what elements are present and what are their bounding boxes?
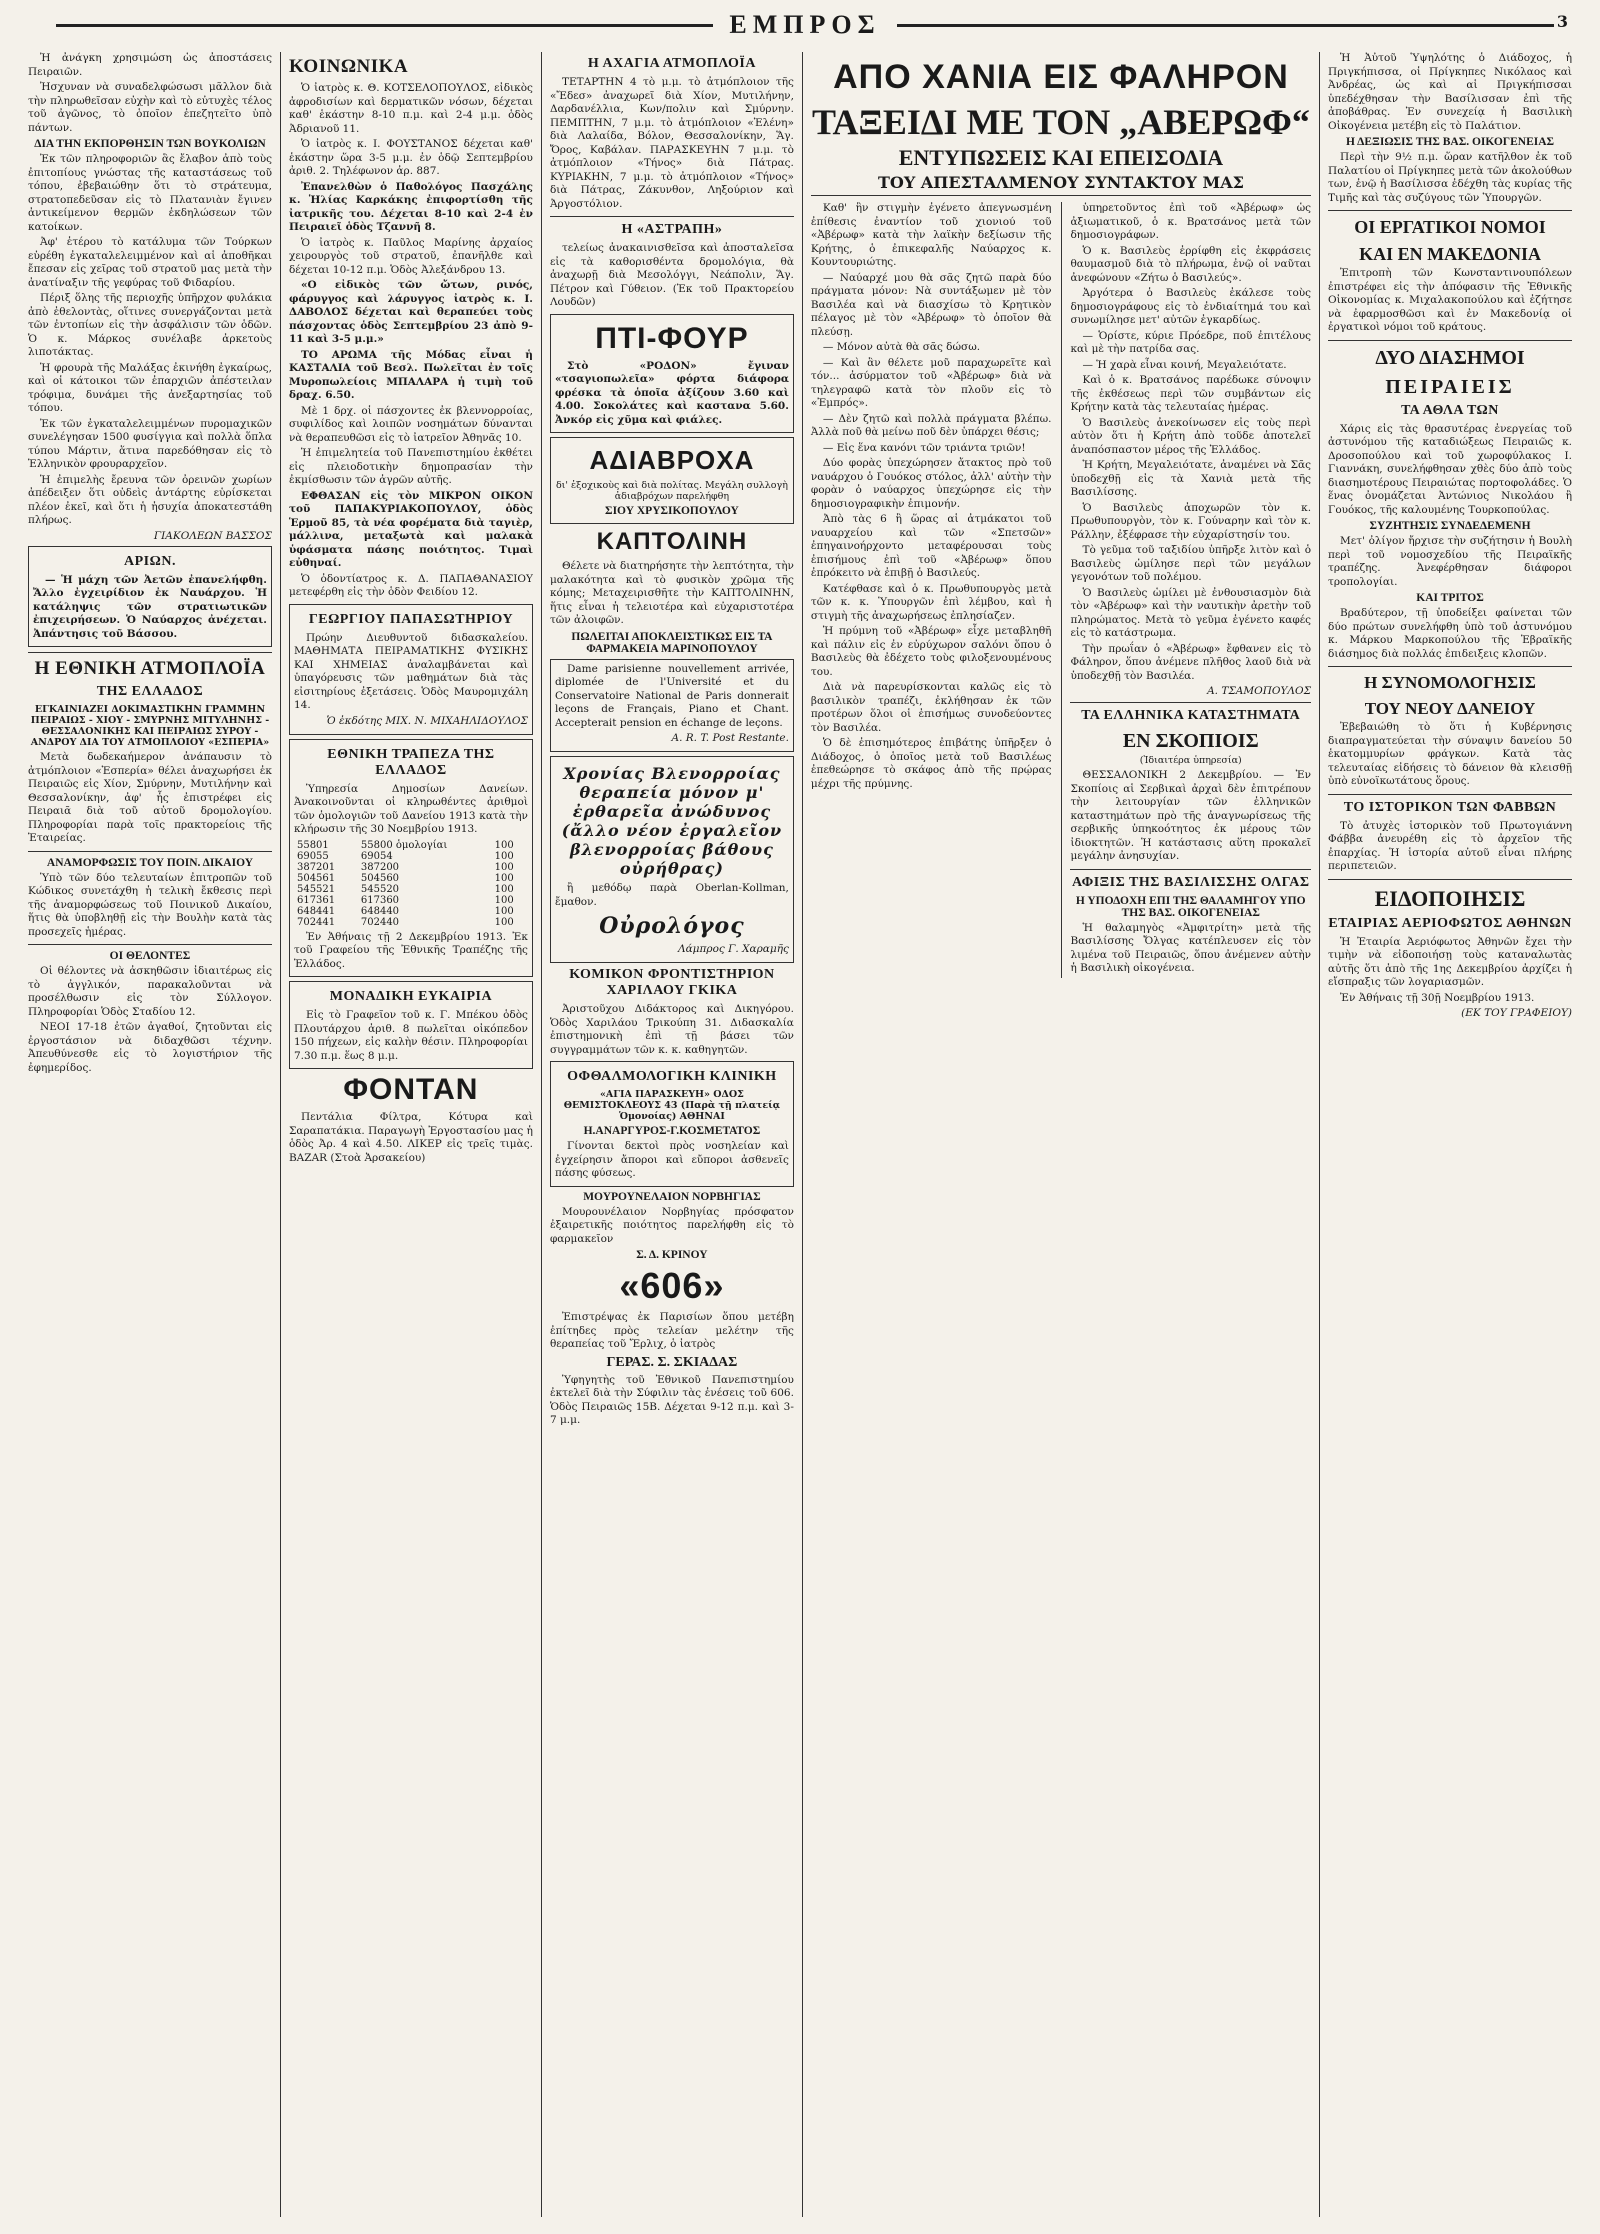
table-row: 702441 702440 100 — [296, 916, 514, 928]
ad-title: ΜΟΥΡΟΥΝΕΛΑΙΟΝ ΝΟΡΒΗΓΙΑΣ — [583, 1190, 761, 1203]
column-feature — [803, 52, 1320, 2217]
article-paragraph: Βραδύτερον, τῇ ὑποδείξει φαίνεται τῶν δύο πρώτων συνελήφθη ὑπὸ τοῦ ἀστυνόμου κ. Μάρκου Μαρκοπούλου τῆς Ἑβραϊκῆς διάσημος διὰ πολλάς ἐπιδειξεις κλοπῶν. — [1328, 607, 1572, 660]
article-paragraph: Ὁ Βασιλεὺς ἀνεκοίνωσεν εἰς τοὺς περὶ αὐτὸν ὅτι ἡ Κρήτη ἀπὸ τοῦδε ἀποτελεῖ ἀναπόσπαστον μέρος τῆς Ἑλλάδος. — [1070, 416, 1312, 456]
article-paragraph: Ἀργότερα ὁ Βασιλεὺς ἐκάλεσε τοὺς δημοσιογράφους εἰς τὸ ἐνδιαίτημά του καὶ συνωμίλησε μετ' αὐτῶν ἐγκαρδίως. — [1070, 287, 1312, 326]
french-lessons-ad — [550, 659, 794, 753]
article-heading-large: ΕΙΔΟΠΟΙΗΣΙΣ — [1374, 885, 1526, 911]
ad-text: δι' ἐξοχικοὺς καὶ διὰ πολίτας. Μεγάλη συλλογὴ ἀδιαβρόχων παρελήφθη — [555, 480, 788, 502]
article-paragraph: Ὁ κ. Βασιλεὺς ἐρρίφθη εἰς ἐκφράσεις θαυμασμοῦ διὰ τὸ πλήρωμα, ἐνῷ οἱ ναῦται ἀνεφώνουν «Ζήτω ὁ Βασιλεύς». — [1070, 244, 1312, 284]
article-heading-large: ΤΟΥ ΝΕΟΥ ΔΑΝΕΙΟΥ — [1364, 699, 1536, 718]
article-paragraph: Ἡ Ἐταιρία Ἀεριόφωτος Ἀθηνῶν ἔχει τὴν τιμὴν νὰ εἰδοποιήσῃ τοὺς καταναλωτὰς αὐτῆς ὅτι ἀπὸ τῆς 1ης Δεκεμβρίου ἀρχίζει ἡ εἴσπραξις τῶν λογαριασμῶν. — [1328, 935, 1572, 988]
ad-title: ΑΡΙΩΝ. — [124, 553, 176, 569]
section-divider — [28, 851, 272, 852]
article-paragraph: Ὁ Βασιλεὺς ὡμίλει μὲ ἐνθουσιασμὸν διὰ τὸν «Ἀβέρωφ» καὶ τὴν ναυτικὴν ἀρετὴν τοῦ πληρώματος. Μετὰ τὸ γεῦμα ἐγένετο καφές εἰς τὸ κατάστρωμα. — [1070, 586, 1312, 639]
article-heading: ΑΝΑΜΟΡΦΩΣΙΣ ΤΟΥ ΠΟΙΝ. ΔΙΚΑΙΟΥ — [46, 856, 254, 869]
social-item: Ὁ ἰατρὸς κ. Θ. ΚΟΤΣΕΛΟΠΟΥΛΟΣ, εἰδικὸς ἀφροδισίων καὶ δερματικῶν νόσων, δέχεται καθ' ἑκάστην 8-10 π.μ. καὶ 2-4 μ.μ. ὁδὸς Ἀδριανοῦ 11. — [288, 82, 533, 135]
raincoat-ad — [550, 437, 794, 524]
social-item: Ἐπανελθὼν ὁ Παθολόγος Πασχάλης κ. Ἡλίας Καρκάκης ἐπιφορτίσθη τῆς ἰατρικῆς του. Δέχεται 8-10 καὶ 2-4 ἐν Πειραιεῖ ὁδὸς Τζαννῆ 8. — [288, 180, 533, 233]
social-item: Ὁ ὀδοντίατρος κ. Δ. ΠΑΠΑΘΑΝΑΣΙΟΥ μετεφέρθη εἰς τὴν ὁδὸν Φειδίου 12. — [288, 572, 533, 598]
social-item: «Ο εἰδικὸς τῶν ὤτων, ρινός, φάρυγγος καὶ λάρυγγος ἰατρὸς κ. Ι. ΔΑΒΟΛΟΣ δέχεται καὶ θεραπεύει τοὺς πάσχοντας ὁδὸς Σεπτεμβρίου 23 ἀπὸ 9-11 καὶ 3-5 μ.μ.» — [288, 279, 533, 345]
ad-text: Πρώην Διευθυντοῦ διδασκαλείου. ΜΑΘΗΜΑΤΑ ΠΕΙΡΑΜΑΤΙΚΗΣ ΦΥΣΙΚΗΣ ΚΑΙ ΧΗΜΕΙΑΣ ἀναλαμβάνεται καὶ ὑπαγόρευσις τῶν μαθημάτων διὰ τὰς εἰσιτηρίους ἐξετάσεις. Ὁδὸς Μαυρομιχάλη 14. — [293, 631, 528, 711]
article-paragraph: — Ναύαρχέ μου θὰ σᾶς ζητῶ παρὰ δύο πράγματα μόνον: Νὰ συντάξωμεν μὲ τὸν Βασιλέα καὶ νὰ διασχίσω τὸ Κρητικὸν πέλαγος μὲ τὸν «Ἀβέρωφ» τὸ ὁποῖον θὰ πλεύσῃ. — [810, 271, 1052, 338]
table-row: 69055 69054 100 — [296, 850, 514, 862]
ad-signature: ΓΕΡΑΣ. Σ. ΣΚΙΑΔΑΣ — [606, 1354, 738, 1370]
article-paragraph: — Μόνον αὐτὰ θὰ σᾶς δώσω. — [822, 341, 981, 353]
article-paragraph: Ἡ Ἀὐτοῦ Ὑψηλότης ὁ Διάδοχος, ἡ Πριγκήπισσα, οἱ Πρίγκηπες Νικόλαος καὶ Ἀνδρέας, ὡς καὶ αἱ Πριγκήπισσαι ὑπεδέχθησαν τὴν Βασίλισσαν ἐπὶ τῆς ἀποβάθρας. Ἐν συνεχείᾳ ἡ Βασιλικὴ Οἰκογένεια μετέβη εἰς τὸ Παλάτιον. — [1328, 52, 1572, 132]
article-heading: ΚΑΙ ΤΡΙΤΟΣ — [1416, 592, 1484, 604]
article-paragraph: — Καὶ ἂν θέλετε μοῦ παραχωρεῖτε καὶ τόν... ἀσύρματον τοῦ «Ἀβέρωφ» διὰ νὰ τηλεγραφῶ κατὰ τὸν πλοῦν εἰς τὸ «Ἐμπρός». — [810, 356, 1052, 409]
ad-text: Πεντάλια Φίλτρα, Κότυρα καὶ Σαραπατάκια. Παραγωγὴ Ἐργοστασίου μας ἡ ὁδὸς Ἀρ. 4 καὶ 4.50. ΛΙΚΕΡ εἰς τρεῖς τιμὰς. BAZAR (Στοὰ Ἀρσακείου) — [288, 1111, 533, 1164]
ad-text: Ἐπιστρέψας ἐκ Παρισίων ὅπου μετέβη ἐπίτηδες πρὸς τελείαν μελέτην τῆς θεραπείας τοῦ Ἔρλιχ, ὁ ἰατρὸς — [549, 1311, 794, 1350]
article-paragraph: Περὶ τὴν 9½ π.μ. ὥραν κατῆλθον ἐκ τοῦ Παλατίου οἱ Πρίγκηπες μετὰ τῶν ἀκολούθων των, ἐνῷ ἡ Βασίλισσα ἐδέχθη τὰς κυρίας τῆς Τιμῆς καὶ τὰς συζύγους τῶν Ὑπουργῶν. — [1328, 151, 1572, 204]
school-ad — [289, 604, 533, 735]
ad-lead: ΕΓΚΑΙΝΙΑΖΕΙ ΔΟΚΙΜΑΣΤΙΚΗΝ ΓΡΑΜΜΗΝ ΠΕΙΡΑΙΩΣ - ΧΙΟΥ - ΣΜΥΡΝΗΣ ΜΙΤΥΛΗΝΗΣ - ΘΕΣΣΑΛΟΝΙΚΗΣ ΚΑΙ ΠΕΙΡΑΙΩΣ ΣΥΡΟΥ - ΑΝΔΡΟΥ ΔΙΑ ΤΟΥ ΑΤΜΟΠΛΟΙΟΥ «ΕΣΠΕΡΙΑ» — [30, 704, 270, 748]
ad-title: Η «ΑΣΤΡΑΠΗ» — [621, 222, 723, 237]
section-divider — [1328, 340, 1572, 341]
ad-text: Ἀριστοῦχου Διδάκτορος καὶ Δικηγόρου. Ὁδὸς Χαριλάου Τρικούπη 31. Διδασκαλία ἐπιστημονικὴ ἐπὶ τῇ βάσει τῶν συγγραμμάτων τῶν κ. κ. καθηγητῶν. — [549, 1003, 794, 1056]
article-paragraph: ΘΕΣΣΑΛΟΝΙΚΗ 2 Δεκεμβρίου. — Ἐν Σκοπίοις αἱ Σερβικαὶ ἀρχαὶ δὲν ἐπιτρέπουν τὴν λειτουργίαν τῶν ἑλληνικῶν καταστημάτων πρὸ τῆς ἀναγνωρίσεως τῆς σερβικῆς ὑπηκοότητος ἐκ μέρους τῶν ἰδιοκτητῶν. Ἡ κατάστασις αὕτη προκαλεῖ μεγάλην ἀνησυχίαν. — [1070, 769, 1312, 862]
article-heading: ΤΟ ΙΣΤΟΡΙΚΟΝ ΤΩΝ ΦΑΒΒΩΝ — [1343, 799, 1557, 815]
article-paragraph: Πέριξ ὅλης τῆς περιοχῆς ὑπῆρχον φυλάκια ἀπὸ ἐθελοντὰς, οἵτινες συνεργάζονται μετὰ τῶν ἐντοπίων εἰς τὴν ἀσφάλισιν τῶν ὁδῶν. Ὁ κ. Μάρκος συνέλαβε ἀρκετοὺς λιποτάκτας. — [28, 292, 272, 358]
ad-text: Ὑπηρεσία Δημοσίων Δανείων. Ἀνακοινοῦνται οἱ κληρωθέντες ἀριθμοὶ τῶν ὁμολογιῶν τοῦ Δανείου 1913 κατὰ τὴν κλήρωσιν τῆς 30 Νοεμβρίου 1913. — [293, 782, 528, 835]
article-paragraph: Ἐκ τῶν πληροφοριῶν ἃς ἔλαβον ἀπὸ τοὺς ἐπιτοπίους γνώστας τῆς καταστάσεως τοῦ τόπου, ἐβεβαιώθην ὅτι τὸ στράτευμα, στρατοπεδεῦσαν εἰς τὸ Πλατανιὰν ἔγινεν ἀντικείμενον θερμῶν ἐκδηλώσεων τῶν κατοίκων. — [28, 153, 272, 233]
article-paragraph: Μετ' ὀλίγον ἤρχισε τὴν συζήτησιν ἡ Βουλὴ περὶ τοῦ νομοσχεδίου τῆς Πειραϊκῆς τραπέζης. Ἀνεφέρθησαν διάφοροι τροπολογίαι. — [1328, 535, 1572, 588]
cure-ad — [550, 756, 794, 963]
section-title: ΚΟΙΝΩΝΙΚΑ — [288, 56, 409, 77]
page-number: 3 — [1556, 12, 1568, 31]
article-subheading: (Ἰδιαιτέρα ὑπηρεσία) — [1139, 755, 1242, 766]
social-item: Ὁ ἰατρὸς κ. Παῦλος Μαρίνης ἀρχαίος χειρουργὸς τοῦ στρατοῦ, ἐπανῆλθε καὶ δέχεται 10-12 π.μ. Ὁδὸς Ἀλεξάνδρου 13. — [288, 236, 533, 276]
page-columns — [20, 52, 1580, 2217]
article-subheading: Η ΥΠΟΔΟΧΗ ΕΠΙ ΤΗΣ ΘΑΛΑΜΗΓΟΥ ΥΠΟ ΤΗΣ ΒΑΣ. ΟΙΚΟΓΕΝΕΙΑΣ — [1075, 894, 1306, 919]
section-divider — [1328, 666, 1572, 667]
article-heading: ΑΦΙΞΙΣ ΤΗΣ ΒΑΣΙΛΙΣΣΗΣ ΟΛΓΑΣ — [1072, 874, 1310, 890]
article-paragraph: Ἐκ τῶν ἐγκαταλελειμμένων πυρομαχικῶν συνελέγησαν 1500 φυσίγγια καὶ πολλὰ ὅπλα τύπου Μάρτιν, ἅτινα παρεδόθησαν εἰς τὸ Ἑλληνικὸν φρουραρχεῖον. — [28, 417, 272, 470]
article-paragraph: — Δὲν ζητῶ καὶ πολλὰ πράγματα βλέπω. Ἀλλὰ ποῦ θὰ μείνω ποῦ δὲν ὑπάρχει θέσις; — [810, 412, 1052, 438]
article-paragraph: Ἠσχυναν νὰ συναδελφώσωσι μᾶλλον διὰ τὴν πληρωθεῖσαν εὐχὴν καὶ τὸ εὐτυχὲς τέλος τοῦ ἀγῶνος, τὸ ὁποῖον ἐπεζητεῖτο ὑπὸ πάντων. — [28, 81, 272, 134]
article-paragraph: — Ὁρίστε, κύριε Πρόεδρε, ποῦ ἐπιτέλους καὶ μὲ τὴν πατρίδα σας. — [1070, 329, 1312, 355]
article-heading-large: ΕΝ ΣΚΟΠΙΟΙΣ — [1122, 730, 1259, 752]
article-heading: ΣΥΖΗΤΗΣΙΣ ΣΥΝΔΕΔΕΜΕΝΗ — [1369, 520, 1531, 532]
article-paragraph: ΝΕΟΙ 17-18 ἐτῶν ἀγαθοί, ζητοῦνται εἰς ἐργοστάσιον νὰ διδαχθῶσι τέχνην. Ἀπευθύνεσθε εἰς τὸ λογιστήριον τῆς ἐφημερίδος. — [28, 1021, 272, 1074]
column-1 — [20, 52, 281, 2217]
ad-title: Η ΕΘΝΙΚΗ ΑΤΜΟΠΛΟΪΑ — [34, 658, 266, 679]
ad-title: Χρονίας Βλενορροίας θεραπεία μόνον μ' ἐρθαρεῖα ἀνώδυνος (ἄλλο νέον ἐργαλεῖον βλενορροίας βάθους οὐρήθρας) — [561, 764, 783, 878]
social-item: Ἡ ἐπιμελητεία τοῦ Πανεπιστημίου ἐκθέτει εἰς πλειοδοτικὴν δημοπρασίαν τὴν ἐκμίσθωσιν τῶν ἀγρῶν αὐτῆς. — [288, 447, 533, 486]
article-paragraph: Ἡ πρύμνη τοῦ «Ἀβέρωφ» εἶχε μεταβληθῆ καὶ πάλιν εἰς ἐν εὐρύχωρον σαλόνι ὅπου ὁ Βασιλεὺς θὰ ἐδέχετο τοὺς φιλοξενουμένους του. — [810, 625, 1052, 678]
column-3 — [542, 52, 803, 2217]
masthead-rule-left — [56, 24, 713, 27]
ad-subtitle: ΤΗΣ ΕΛΛΑΔΟΣ — [96, 684, 204, 699]
table-row: 504561 504560 100 — [296, 872, 514, 884]
kaptolini-title: ΚΑΠΤΟΛΙΝΗ — [596, 528, 748, 555]
feature-banner-1: ΑΠΟ ΧΑΝΙΑ ΕΙΣ ΦΑΛΗΡΟΝ — [833, 58, 1289, 96]
article-heading: ΤΑ ΕΛΛΗΝΙΚΑ ΚΑΤΑΣΤΗΜΑΤΑ — [1081, 708, 1301, 723]
article-heading: Η ΔΕΞΙΩΣΙΣ ΤΗΣ ΒΑΣ. ΟΙΚΟΓΕΝΕΙΑΣ — [1345, 136, 1555, 148]
ad-text: Μουρουνέλαιον Νορβηγίας πρόσφατον ἐξαιρετικῆς ποιότητος παρελήφθη εἰς τὸ φαρμακεῖον — [549, 1205, 794, 1245]
ad-title: ΚΟΜΙΚΟΝ ΦΡΟΝΤΙΣΤΗΡΙΟΝ ΧΑΡΙΛΑΟΥ ΓΚΙΚΑ — [569, 967, 775, 998]
feature-banner-3: ΕΝΤΥΠΩΣΕΙΣ ΚΑΙ ΕΠΕΙΣΟΔΙΑ — [898, 145, 1224, 170]
feature-body — [811, 202, 1311, 978]
article-heading-large: ΔΥΟ ΔΙΑΣΗΜΟΙ — [1375, 346, 1525, 369]
article-paragraph: Ἡ ἐπιμελὴς ἔρευνα τῶν ὀρεινῶν χωρίων ἀπέδειξεν ὅτι οὐδεὶς ἀντάρτης εὑρίσκεται πλέον ἐκεῖ, καὶ ὅτι ἡ ἡσυχία ἀποκατεστάθη πλήρως. — [28, 473, 272, 526]
ad-text: Ἐν Ἀθήναις τῇ 2 Δεκεμβρίου 1913. Ἐκ τοῦ Γραφείου τῆς Ἐθνικῆς Τραπέζης τῆς Ἑλλάδος. — [293, 930, 528, 970]
ad-signature: Ὁ ἐκδότης ΜΙΧ. Ν. ΜΙΧΑΗΛΙΔΟΥΛΟΣ — [326, 714, 528, 727]
ad-doctor: Η.ΑΝΑΡΓΥΡΟΣ-Γ.ΚΟΣΜΕΤΑΤΟΣ — [583, 1125, 761, 1137]
newspaper-title: ΕΜΠΡΟΣ — [729, 10, 881, 39]
ad-footer: ΠΩΛΕΙΤΑΙ ΑΠΟΚΛΕΙΣΤΙΚΩΣ ΕΙΣ ΤΑ ΦΑΡΜΑΚΕΙΑ ΜΑΡΙΝΟΠΟΥΛΟΥ — [571, 630, 773, 655]
article-heading-large: Η ΣΥΝΟΜΟΛΟΓΗΣΙΣ — [1364, 673, 1536, 692]
article-paragraph: Ἡ Κρήτη, Μεγαλειότατε, ἀναμένει νὰ Σᾶς ὑποδεχθῇ εἰς τὰ Χανιὰ μετὰ τῆς Βασιλίσσης. — [1070, 459, 1312, 498]
social-item: Μὲ 1 δρχ. οἱ πάσχοντες ἐκ βλεννορροίας, συφιλίδος καὶ λοιπῶν νοσημάτων δύνανται νὰ θεραπευθῶσι εἰς τὸ ἰατρεῖον Ἀθηνᾶς 10. — [288, 404, 533, 444]
fontan-title: ΦΟΝΤΑΝ — [343, 1073, 479, 1106]
ad-text: — Ἡ μάχη τῶν Ἀετῶν ἐπανελήφθη. Ἄλλο ἐγχειρίδιον ἐκ Ναυάρχου. Ἡ κατάληψις τῶν στρατιωτικῶν ἐπιχειρήσεων. Ὁ Ναύαρχος ἀνέχεται. Ἀπάντησις τοῦ Βάσσου. — [33, 573, 267, 640]
ad-title: ΕΘΝΙΚΗ ΤΡΑΠΕΖΑ ΤΗΣ ΕΛΛΑΔΟΣ — [327, 746, 495, 778]
ad-signature: ΣΙΟΥ ΧΡΥΣΙΚΟΠΟΥΛΟΥ — [605, 505, 739, 517]
article-paragraph: ὑπηρετοῦντος ἐπὶ τοῦ «Ἀβέρωφ» ὡς ἀξιωματικοῦ, ὁ κ. Βρατσάνος μετὰ τῶν δημοσιογράφων. — [1070, 202, 1312, 241]
article-heading-large: ΟΙ ΕΡΓΑΤΙΚΟΙ ΝΟΜΟΙ — [1354, 217, 1546, 237]
section-divider — [550, 216, 794, 217]
article-paragraph: Ὁ δὲ ἐπισημότερος ἐπιβάτης ὑπῆρξεν ὁ Διάδοχος, ὁ ὁποῖος μετὰ τοῦ Βασιλέως ἐπεθεώρησε τὸ σκάφος ἀπὸ τῆς πρῴρας μέχρι τῆς πρύμνης. — [810, 737, 1052, 790]
article-heading: ΟΙ ΘΕΛΟΝΤΕΣ — [109, 950, 191, 962]
ad-title: ΓΕΩΡΓΙΟΥ ΠΑΠΑΣΩΤΗΡΙΟΥ — [308, 611, 514, 627]
masthead-rule-right — [897, 24, 1554, 27]
masthead — [40, 8, 1570, 42]
article-subheading: ΕΤΑΙΡΙΑΣ ΑΕΡΙΟΦΩΤΟΣ ΑΘΗΝΩΝ — [1328, 915, 1572, 931]
article-date: Ἐν Ἀθήναις τῇ 30ῇ Νοεμβρίου 1913. — [1340, 991, 1535, 1004]
feature-banner-2: ΤΑΞΕΙΔΙ ΜΕ ΤΟΝ „ΑΒΕΡΩΦ“ — [812, 102, 1310, 142]
article-paragraph: Ὁ Βασιλεὺς ἀποχωρῶν τὸν κ. Πρωθυπουργὸν, τὸν κ. Γούναρην καὶ τὸν κ. Ράλλην, ἐξέφρασε τὴν εὐχαρίστησίν του. — [1070, 501, 1312, 541]
section-divider — [1070, 869, 1311, 870]
article-paragraph: Ἐβεβαιώθη τὸ ὅτι ἡ Κυβέρνησις διαπραγματεύεται τὴν σύναψιν δανείου 50 ἑκατομμυρίων φράγκων. Κατὰ τὰς τελευταίας εἰδήσεις τὸ δάνειον θὰ κλεισθῇ ὑπὸ εὐνοϊκωτάτους ὅρους. — [1328, 721, 1572, 787]
feature-left-column — [811, 202, 1052, 978]
bank-notice — [289, 739, 533, 978]
article-paragraph: Κατέφθασε καὶ ὁ κ. Πρωθυπουργὸς μετὰ τῶν κ. κ. Ὑπουργῶν ἐπὶ λέμβου, καὶ ἡ στιγμὴ τῆς ἀναχωρήσεως ἐπλησίαζεν. — [810, 582, 1052, 622]
ad-title: Οὐρολόγος — [599, 913, 745, 939]
ad-text: ἢ μεθόδῳ παρὰ Oberlan-Kollman, ἔμαθον. — [554, 882, 789, 908]
article-paragraph: Ἡ φρουρὰ τῆς Μαλάξας ἐκινήθη ἐγκαίρως, καὶ οἱ κάτοικοι τῶν ἐπαρχιῶν ἀπέστειλαν τρόφιμα, δυνάμει τῆς ἀνεξαρτησίας τοῦ τόπου. — [28, 361, 272, 414]
ad-text: Dame parisienne nouvellement arrivée, diplomée de l'Université et du Conservatoire National de Paris donnerait leçons de Français, Piano et Chant. Accepterait pension en échange de leçons. — [554, 662, 789, 729]
ad-signature: A. R. T. Post Restante. — [671, 732, 789, 744]
ad-title: ΟΦΘΑΛΜΟΛΟΓΙΚΗ ΚΛΙΝΙΚΗ — [567, 1069, 777, 1084]
section-divider — [1070, 702, 1311, 703]
article-paragraph: Ἡ θαλαμηγὸς «Ἀμφιτρίτη» μετὰ τῆς Βασιλίσσης Ὄλγας κατέπλευσεν εἰς τὸν λιμένα τοῦ Πειραιῶς, ὅπου ἀνέμενεν αὐτὴν ἡ Βασιλικὴ οἰκογένεια. — [1070, 921, 1312, 974]
ad-text: Στὸ «ΡΟΔΟΝ» ἔγιναν «τσαγιοπωλεῖα» φόρτα διάφορα φρέσκα τὰ ὁποῖα ἀξίζουν 3.60 καὶ 4.00. Σοκολάτες καὶ καστανα 5.60. Ἀνκόρ εἰς χῦμα καὶ φιάλες. — [554, 359, 789, 426]
article-heading-large: ΠΕΙΡΑΙΕΙΣ — [1385, 375, 1515, 398]
table-row: 387201 387200 100 — [296, 861, 514, 873]
article-signature: (ΕΚ ΤΟΥ ΓΡΑΦΕΙΟΥ) — [1461, 1007, 1572, 1019]
ad-signature: Λάμπρος Γ. Χαραμῆς — [678, 943, 789, 955]
column-2 — [281, 52, 542, 2217]
ad-text: Θέλετε νὰ διατηρήσητε τὴν λεπτότητα, τὴν μαλακότητα καὶ τὸ φυσικὸν χρῶμα τῆς κόμης; Μεταχειρισθῆτε τὴν ΚΑΠΤΟΛΙΝΗΝ, ἥτις εἶναι ἡ τελειοτέρα καὶ εὐχαριστοτέρα τῶν ἀλοιφῶν. — [549, 560, 794, 626]
social-item: Ὁ ἰατρὸς κ. Ι. ΦΟΥΣΤΑΝΟΣ δέχεται καθ' ἑκάστην ὥρα 3-5 μ.μ. ἐν ὁδῷ Σεπτεμβρίου ἀριθ. 2. Τηλέφωνον ἀρ. 887. — [288, 138, 533, 177]
article-paragraph: Τὸ γεῦμα τοῦ ταξιδίου ὑπῆρξε λιτὸν καὶ ὁ Βασιλεὺς ὡμίλησε περὶ τῶν μεγάλων γεγονότων τοῦ πολέμου. — [1070, 544, 1312, 583]
article-subheading: ΤΑ ΑΘΛΑ ΤΩΝ — [1401, 402, 1499, 418]
ad-text: τελείως ἀνακαινισθεῖσα καὶ ἀποσταλεῖσα εἰς τὰ καθορισθέντα δρομολόγια, θὰ ἀναχωρῇ διὰ Μεσολόγγι, Νεάπολιν, Ἅγ. Πέτρον καὶ Γύθειον. (Ἐκ τοῦ Πρακτορείου Λουδῶν) — [549, 242, 794, 308]
article-paragraph: Διὰ νὰ παρευρίσκονται καλῶς εἰς τὸ βασιλικὸν τραπέζι, ἐκλήθησαν ἐκ τῶν προτέρων ὅλοι οἱ ἐπισήμως συνοδεύοντες τὸν Βασιλέα. — [810, 681, 1052, 734]
ad-text: Γίνονται δεκτοὶ πρὸς νοσηλείαν καὶ ἐγχείρησιν ἄποροι καὶ εὔποροι ἀσθενεῖς πάσης φύσεως. — [554, 1140, 789, 1179]
ad-text: ΤΕΤΑΡΤΗΝ 4 τὸ μ.μ. τὸ ἀτμόπλοιον τῆς «Ἔδεσ» ἀναχωρεῖ διὰ Χίον, Μυτιλήνην, Δαρδανέλλια, Κων/πολιν καὶ Σμύρνην. ΠΕΜΠΤΗΝ, 7 μ.μ. τὸ ἀτμόπλοιον «Ἐλένη» διὰ Λαλαίδα, Βόλον, Θεσσαλονίκην, Ἅγ. Ὄρος, Καβάλαν. ΠΑΡΑΣΚΕΥΗΝ 7 μ.μ. τὸ ἀτμόπλοιον «Τήνος» διὰ Πάτρας. ΚΥΡΙΑΚΗΝ, 7 μ.μ. τὸ ἀτμόπλοιον «Τήνος» διὰ Πάτρας, Ζάκυνθον, Ληξούριον καὶ Ἀργοστόλιον. — [549, 76, 794, 210]
ad-title: ΑΔΙΑΒΡΟΧΑ — [589, 445, 755, 475]
ptifour-ad — [550, 314, 794, 434]
article-paragraph: Χάρις εἰς τὰς θρασυτέρας ἐνεργείας τοῦ ἀστυνόμου τῆς καταδιώξεως Πειραιῶς κ. Δροσοπούλου καὶ τοῦ χωροφύλακος Ι. Γιαννάκη, συνελήφθησαν χθὲς δύο ἀπὸ τοὺς διασημοτέρους Πειραιώτας πορτοφολάδες. Ὁ ἕνας ὀνομάζεται Ἀντώνιος Νικολάου ἢ Γουόκος, τῆς καλουμένης Τουρκοπούλας. — [1328, 422, 1572, 516]
eye-clinic-ad — [550, 1061, 794, 1187]
table-row: 617361 617360 100 — [296, 894, 514, 906]
ad-title: ΠΤΙ-ΦΟΥΡ — [595, 321, 749, 355]
article-paragraph: Ἀπὸ τὰς 6 ἢ ὥρας αἱ ἀτμάκατοι τοῦ ναυαρχείου καὶ τῶν «Σπετσῶν» ἐπηγαινοήρχοντο μεταφέρουσαι τοὺς ἐπισήμους ἐπὶ τοῦ «Ἀβέρωφ» ὅπου ἐπρόκειτο νὰ ἐπιβῇ ὁ Βασιλεύς. — [810, 513, 1052, 579]
article-paragraph: Καθ' ἣν στιγμὴν ἐγένετο ἀπεγνωσμένη ἐπίθεσις ἐναντίον τοῦ χιονιού τοῦ «Ἀβέρωφ» κατὰ τὴν λαϊκὴν δεξίωσιν τῆς Κρήτης, ὁ ἐπικεφαλῆς Ναύαρχος κ. Κουντουριώτης. — [810, 202, 1052, 268]
article-paragraph: Τὴν πρωΐαν ὁ «Ἀβέρωφ» ἔφθανεν εἰς τὸ Φάληρον, ὅπου ἀνέμενε πλῆθος λαοῦ διὰ νὰ ὑποδεχθῇ τὸν Βασιλέα. — [1070, 642, 1312, 682]
ad-title-606: «606» — [619, 1265, 725, 1306]
section-divider — [1328, 210, 1572, 211]
article-signature: Α. ΤΣΑΜΟΠΟΥΛΟΣ — [1207, 685, 1312, 697]
section-divider — [1328, 794, 1572, 795]
arion-ad — [28, 546, 272, 648]
table-row: 648441 648440 100 — [296, 905, 514, 917]
ad-subtitle: «ΑΓΙΑ ΠΑΡΑΣΚΕΥΗ» ΟΔΟΣ ΘΕΜΙΣΤΟΚΛΕΟΥΣ 43 (Παρὰ τῇ πλατείᾳ Ὁμονοίας) ΑΘΗΝΑΙ — [563, 1089, 781, 1122]
social-item: ΤΟ ΑΡΩΜΑ τῆς Μόδας εἶναι ἡ ΚΑΣΤΑΛΙΑ τοῦ Βεσλ. Πωλεῖται ἐν τοῖς Μυροπωλείοις ΜΠΑΛΑΡΑ ἡ τιμὴ τοῦ δραχ. 6.50. — [288, 348, 533, 401]
article-heading-large: ΚΑΙ ΕΝ ΜΑΚΕΔΟΝΙΑ — [1359, 244, 1541, 264]
section-divider — [1328, 879, 1572, 880]
table-row: 55801 55800 ὁμολογίαι 100 — [296, 839, 514, 851]
lottery-table — [294, 840, 528, 928]
article-paragraph: Οἱ θέλοντες νὰ ἀσκηθῶσιν ἰδιαιτέρως εἰς τὸ ἀγγλικόν, παρακαλοῦνται νὰ προσέλθωσιν εἰς τὸν Σύλλογον. Πληροφορίαι Ὁδὸς Σταδίου 12. — [28, 965, 272, 1018]
section-divider — [28, 944, 272, 945]
ad-text: Μετὰ δωδεκαήμερον ἀνάπαυσιν τὸ ἀτμόπλοιον «Ἑσπερία» θέλει ἀναχωρήσει ἐκ Πειραιῶς εἰς Χίον, Σμύρνην, Μυτιλήνην καὶ Θεσσαλονίκην, ἀφ' ἧς ἐπιστρέφει εἰς Πειραιᾶ διὰ τοῦ αὐτοῦ δρομολογίου. Πληροφορίαι παρὰ τοῖς πρακτορείοις τῆς Ἑταιρείας. — [28, 751, 272, 844]
opportunity-ad — [289, 981, 533, 1069]
article-paragraph: Τὸ ἀτυχὲς ἱστορικὸν τοῦ Πρωτογιάννη Φάββα ἀνευρέθη εἰς τὸ ἀρχεῖον τῆς ἐπαρχίας. Ἡ ἱστορία αὐτοῦ εἶναι πλήρης περιπετειῶν. — [1328, 819, 1572, 872]
ad-signature: Σ. Δ. ΚΡΙΝΟΥ — [636, 1249, 708, 1261]
feature-byline: ΤΟΥ ΑΠΕΣΤΑΛΜΕΝΟΥ ΣΥΝΤΑΚΤΟΥ ΜΑΣ — [811, 173, 1311, 196]
table-row: 545521 545520 100 — [296, 883, 514, 895]
article-paragraph: Ἐπιτροπὴ τῶν Κωνσταντινουπόλεων ἐπιστρέφει εἰς τὴν ἀπόφασιν τῆς Ἐθνικῆς Οἰκονομίας κ. Μιχαλακοπούλου καὶ ἐζήτησε νὰ ἐφαρμοσθῶσι καὶ ἐν Μακεδονίᾳ οἱ ἐργατικοὶ νόμοι τοῦ κράτους. — [1328, 267, 1572, 333]
article-paragraph: — Εἰς ἕνα κανόνι τῶν τριάντα τριῶν! — [822, 441, 1026, 454]
article-paragraph: — Ἡ χαρὰ εἶναι κοινή, Μεγαλειότατε. — [1082, 358, 1287, 371]
article-signature: ΓΙΑΚΟΛΕΩΝ ΒΑΣΣΟΣ — [153, 529, 272, 542]
article-paragraph: Ἠ ἀνάγκη χρησιμώση ὡς ἀποστάσεις Πειραιῶν. — [28, 52, 272, 78]
ad-title: ΜΟΝΑΔΙΚΗ ΕΥΚΑΙΡΙΑ — [329, 989, 493, 1004]
article-paragraph: Καὶ ὁ κ. Βρατσάνος παρέδωκε σύνοψιν τῆς ἐκθέσεως περὶ τῶν συμβάντων εἰς Κρήτην κατὰ τὰς τελευταίας ἡμέρας. — [1070, 374, 1312, 413]
article-paragraph: Ἀφ' ἑτέρου τὸ κατάλυμα τῶν Τούρκων εὑρέθη ἐγκαταλελειμμένον καὶ αἱ ἀποθῆκαι ἔπεσαν εἰς χεῖρας τοῦ στρατοῦ μας μετὰ τὴν ἀνατίναξιν τῆς γεφύρας τοῦ Φιδαρίου. — [28, 236, 272, 289]
ad-text: Ὑφηγητὴς τοῦ Ἐθνικοῦ Πανεπιστημίου ἐκτελεῖ διὰ τὴν Σύφιλιν τὰς ἐνέσεις τοῦ 606. Ὁδὸς Πειραιῶς 15Β. Δέχεται 9-12 π.μ. καὶ 3-7 μ.μ. — [549, 1373, 794, 1426]
section-divider — [28, 652, 272, 653]
column-6 — [1320, 52, 1580, 2217]
social-item: ΕΦΘΑΣΑΝ εἰς τὸν ΜΙΚΡΟΝ ΟΙΚΟΝ τοῦ ΠΑΠΑΚΥΡΙΑΚΟΠΟΥΛΟΥ, ὁδὸς Ἑρμοῦ 85, τὰ νέα φορέματα διὰ ταγιὲρ, μάλλινα, μεταξωτὰ καὶ μαλακὰ ὑφάσματα πάσης ποιότητος. Τιμαὶ εὐθηναί. — [288, 489, 533, 569]
article-paragraph: Δύο φορὰς ὑπεχώρησεν ἄτακτος πρὸ τοῦ ναυάρχου ὁ Γουόκος στόλος, ἀλλ' αὐτὴν τὴν φορὰν ὁ ναύαρχος ὑπεχώρησε εἰς τὴν δημοσιογραφικὴν ἐπιμονήν. — [810, 457, 1052, 510]
feature-right-column — [1061, 202, 1311, 978]
ad-text: Εἰς τὸ Γραφεῖον τοῦ κ. Γ. Μπέκου ὁδὸς Πλουτάρχου ἀριθ. 8 πωλεῖται οἰκόπεδον 150 πήχεων, εἰς καλὴν θέσιν. Πληροφορίαι 7.30 π.μ. ἕως 8 μ.μ. — [293, 1009, 528, 1062]
article-heading: ΔΙΑ ΤΗΝ ΕΚΠΟΡΘΗΣΙΝ ΤΩΝ ΒΟΥΚΟΛΙΩΝ — [34, 138, 266, 150]
ad-title: Η ΑΧΑΓΙΑ ΑΤΜΟΠΛΟΪΑ — [587, 56, 756, 71]
article-paragraph: Ὑπὸ τῶν δύο τελευταίων ἐπιτροπῶν τοῦ Κώδικος συνετάχθη ἡ τελικὴ ἔκθεσις περὶ τῆς ἀναμορφώσεως τοῦ Ποινικοῦ Δικαίου, ἥτις θὰ ὑποβληθῇ εἰς τὴν Βουλὴν κατὰ τὰς προσεχεῖς ἡμέρας. — [28, 871, 272, 938]
